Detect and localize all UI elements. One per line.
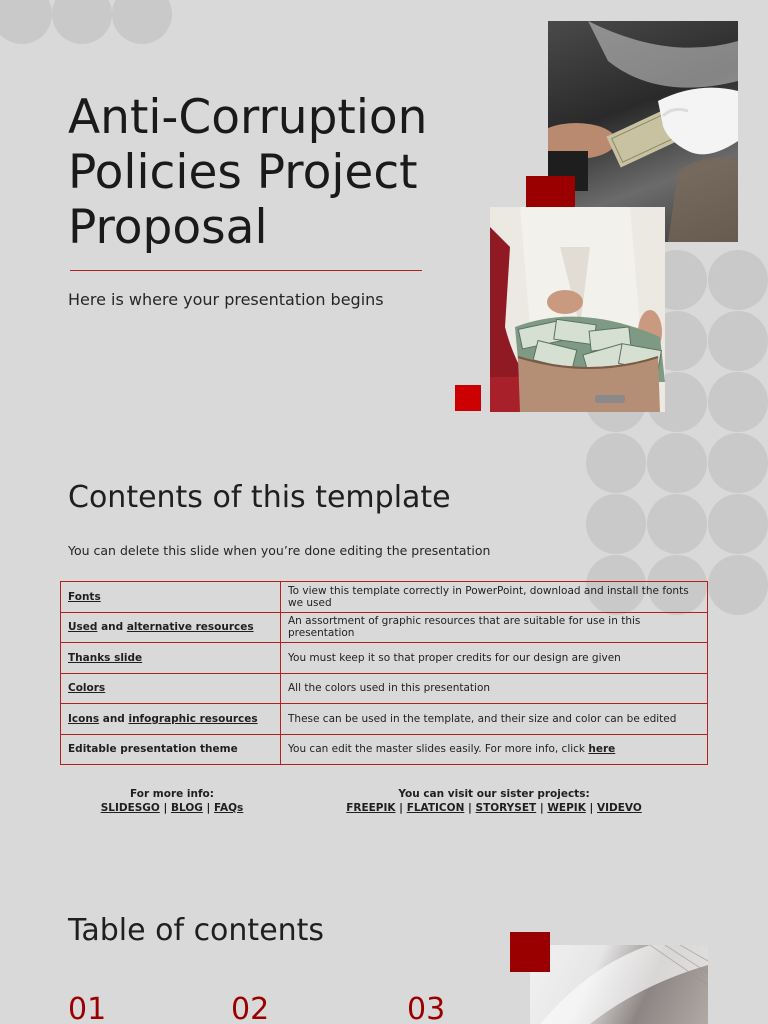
photo-toc bbox=[530, 945, 708, 1024]
infographic-resources-link[interactable]: infographic resources bbox=[128, 712, 258, 725]
contents-table bbox=[60, 581, 708, 765]
storyset-link[interactable]: STORYSET bbox=[475, 802, 537, 814]
decor-circle bbox=[112, 0, 172, 44]
table-cell-desc bbox=[281, 734, 708, 765]
faqs-link[interactable]: FAQs bbox=[214, 802, 244, 814]
freepik-link[interactable]: FREEPIK bbox=[346, 802, 396, 814]
contents-heading: Contents of this template bbox=[68, 480, 451, 515]
title-line: Policies Project bbox=[68, 145, 418, 200]
page-title bbox=[68, 90, 488, 255]
toc-heading: Table of contents bbox=[68, 913, 325, 948]
decor-circle bbox=[586, 494, 646, 554]
sister-projects-block bbox=[324, 787, 664, 815]
table-cell-label bbox=[61, 673, 281, 704]
accent-square bbox=[510, 932, 550, 972]
flaticon-link[interactable]: FLATICON bbox=[406, 802, 465, 814]
here-link[interactable]: here bbox=[588, 743, 616, 756]
sister-projects-links: FREEPIK | FLATICON | STORYSET | WEPIK | VIDEVO bbox=[346, 802, 642, 814]
title-line: Anti-Corruption bbox=[68, 90, 428, 145]
toc-number: 02 bbox=[231, 992, 270, 1024]
table-row bbox=[61, 734, 708, 765]
videvo-link[interactable]: VIDEVO bbox=[597, 802, 642, 814]
icons-link[interactable]: Icons bbox=[68, 712, 100, 725]
table-cell-desc: These can be used in the template, and their size and color can be edited bbox=[281, 704, 708, 735]
decor-circle bbox=[52, 0, 112, 44]
decor-circle bbox=[647, 433, 707, 493]
table-cell-desc: All the colors used in this presentation bbox=[281, 673, 708, 704]
toc-number: 03 bbox=[407, 992, 446, 1024]
decor-circle bbox=[647, 494, 707, 554]
table-cell-desc: To view this template correctly in PowerPoint, download and install the fonts we used bbox=[281, 582, 708, 613]
label-joiner: and bbox=[97, 621, 127, 634]
slidesgo-link[interactable]: SLIDESGO bbox=[100, 802, 160, 814]
title-line: Proposal bbox=[68, 200, 268, 255]
wepik-link[interactable]: WEPIK bbox=[547, 802, 586, 814]
colors-link[interactable]: Colors bbox=[68, 682, 106, 695]
used-link[interactable]: Used bbox=[68, 621, 98, 634]
desc-text: You can edit the master slides easily. For more info, click bbox=[288, 743, 589, 756]
contents-note: You can delete this slide when you’re done editing the presentation bbox=[68, 543, 491, 558]
fonts-link[interactable]: Fonts bbox=[68, 590, 101, 603]
table-cell-label bbox=[61, 643, 281, 674]
accent-square-small bbox=[455, 385, 481, 411]
table-row bbox=[61, 673, 708, 704]
label-joiner: and bbox=[99, 712, 129, 725]
decor-circle bbox=[708, 433, 768, 493]
table-row bbox=[61, 643, 708, 674]
sister-projects-label: You can visit our sister projects: bbox=[398, 788, 590, 800]
title-divider bbox=[70, 270, 422, 271]
thanks-slide-link[interactable]: Thanks slide bbox=[68, 651, 143, 664]
table-cell-desc: You must keep it so that proper credits for our design are given bbox=[281, 643, 708, 674]
decor-circle bbox=[708, 555, 768, 615]
more-info-block bbox=[72, 787, 272, 815]
photo-money-bag-illustration bbox=[490, 207, 665, 412]
photo-money-bag bbox=[490, 207, 665, 412]
table-row bbox=[61, 582, 708, 613]
decor-circle bbox=[0, 0, 52, 44]
table-cell-desc: An assortment of graphic resources that are suitable for use in this presentation bbox=[281, 612, 708, 643]
decor-circle bbox=[708, 311, 768, 371]
table-cell-label bbox=[61, 612, 281, 643]
table-cell-label bbox=[61, 582, 281, 613]
photo-toc-illustration bbox=[530, 945, 708, 1024]
decor-circle bbox=[708, 494, 768, 554]
more-info-label: For more info: bbox=[130, 788, 214, 800]
table-row bbox=[61, 612, 708, 643]
alternative-resources-link[interactable]: alternative resources bbox=[126, 621, 254, 634]
more-info-links: SLIDESGO | BLOG | FAQs bbox=[100, 802, 244, 814]
table-cell-label: Editable presentation theme bbox=[61, 734, 281, 765]
blog-link[interactable]: BLOG bbox=[171, 802, 203, 814]
decor-circle bbox=[708, 372, 768, 432]
decor-circle bbox=[586, 433, 646, 493]
decor-circle bbox=[708, 250, 768, 310]
table-cell-label bbox=[61, 704, 281, 735]
table-row bbox=[61, 704, 708, 735]
subtitle: Here is where your presentation begins bbox=[68, 290, 384, 309]
toc-number: 01 bbox=[68, 992, 107, 1024]
